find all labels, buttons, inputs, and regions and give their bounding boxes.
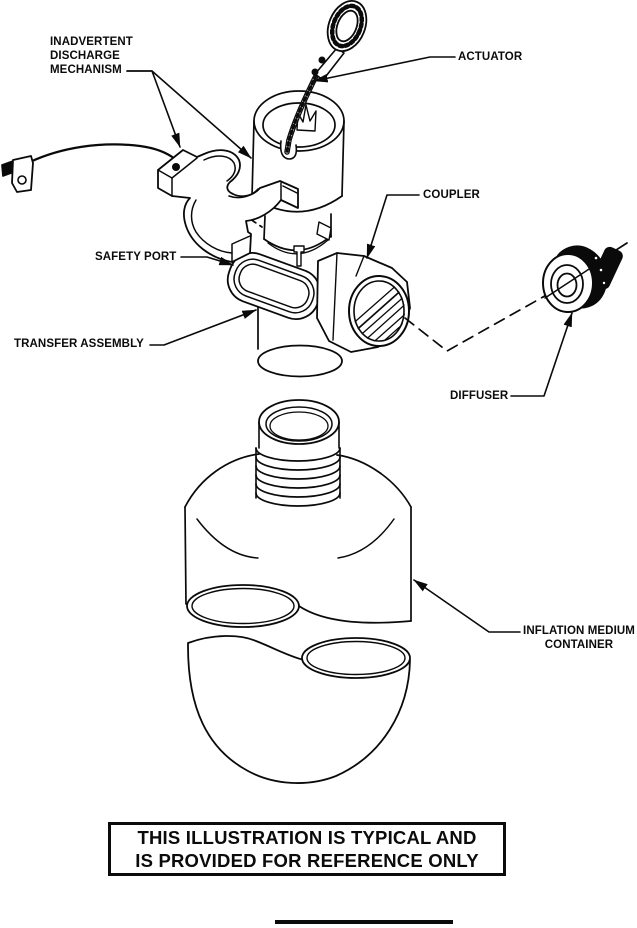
page-footer-rule (275, 920, 453, 924)
leader-discharge-2 (127, 71, 251, 158)
reference-note-box (108, 822, 506, 876)
diffuser-disc (543, 239, 624, 315)
callout-inadvertent-discharge-mechanism (50, 36, 133, 77)
pull-loop (321, 0, 374, 57)
leader-discharge-1 (127, 71, 180, 147)
callout-line: DISCHARGE (50, 49, 120, 62)
callout-safety-port: SAFETY PORT (95, 251, 177, 263)
container-bottom-half (188, 636, 410, 783)
leader-transfer-assembly (150, 310, 256, 345)
callout-diffuser: DIFFUSER (450, 390, 509, 402)
cable-ferrule (172, 163, 180, 171)
callout-transfer-assembly: TRANSFER ASSEMBLY (14, 338, 144, 350)
callout-line: INFLATION MEDIUM (523, 625, 635, 637)
callout-inflation-medium-container (521, 625, 637, 653)
coupler-nut (317, 253, 413, 352)
leader-container (414, 580, 520, 632)
leader-coupler (367, 195, 419, 258)
callout-coupler: COUPLER (423, 189, 480, 201)
valve-body (264, 214, 331, 266)
note-line-1: THIS ILLUSTRATION IS TYPICAL AND (137, 827, 477, 848)
callout-actuator: ACTUATOR (458, 51, 523, 63)
note-line-2: IS PROVIDED FOR REFERENCE ONLY (135, 850, 479, 871)
callout-line: MECHANISM (50, 63, 122, 76)
container-top-half (185, 400, 411, 627)
leader-diffuser (511, 313, 572, 396)
lanyard-pin (2, 144, 175, 192)
container-neck-threads (256, 400, 340, 506)
callout-line: CONTAINER (544, 638, 614, 651)
callout-line: INADVERTENT (50, 36, 133, 48)
